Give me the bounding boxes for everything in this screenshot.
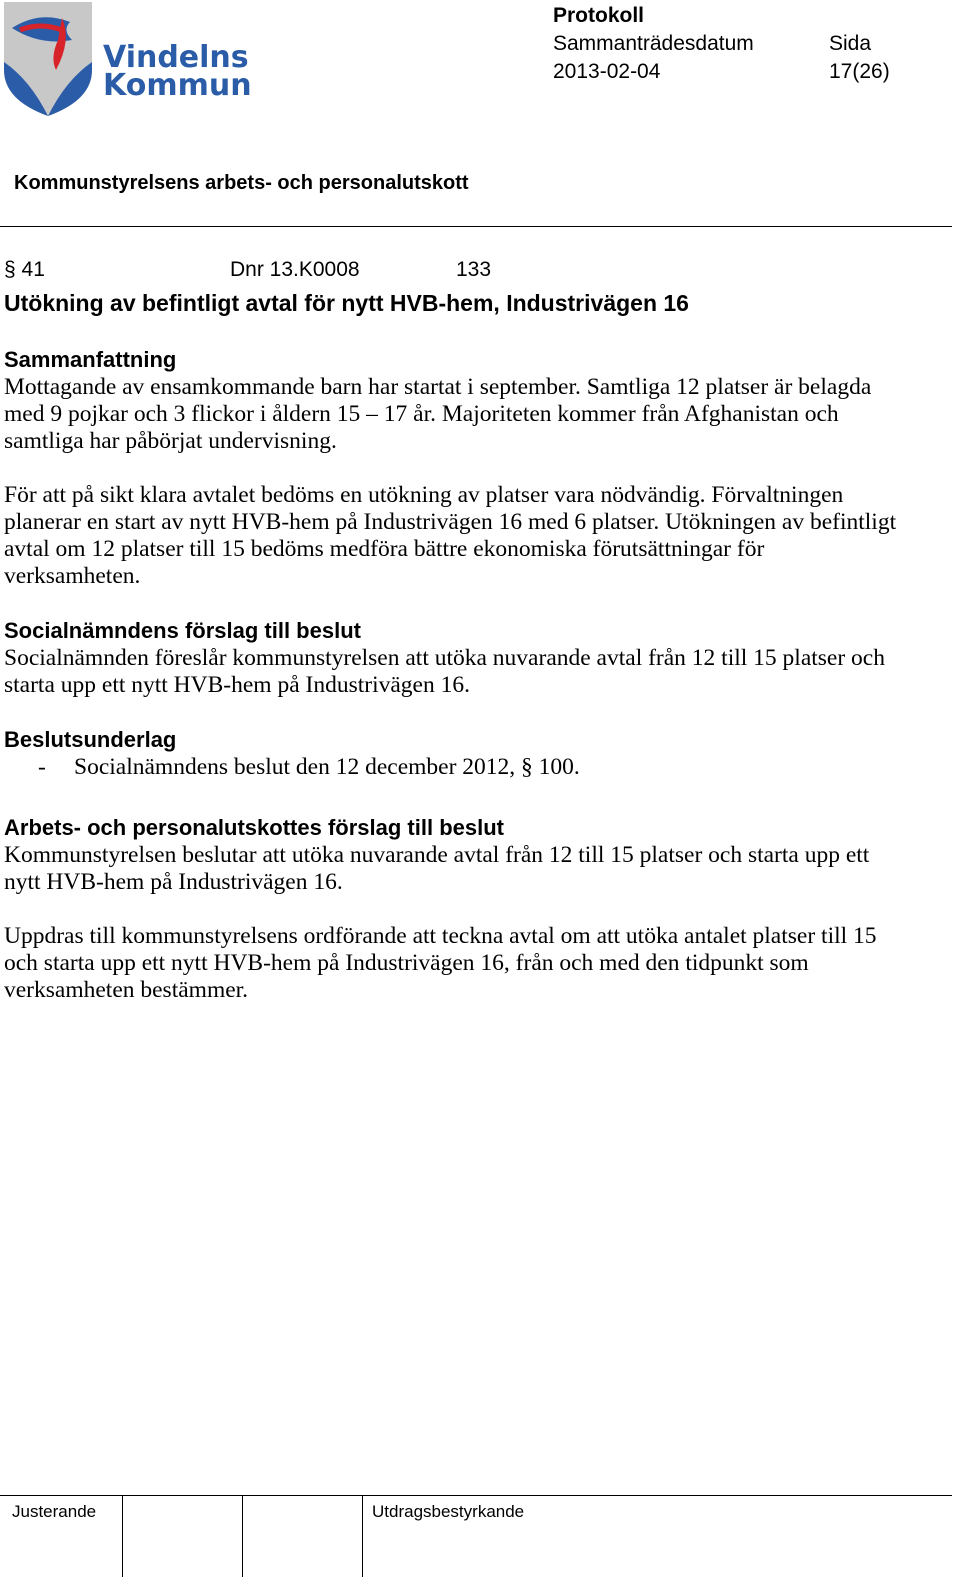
decision-basis-heading: Beslutsunderlag	[4, 727, 177, 752]
coat-of-arms-icon	[0, 0, 100, 120]
social-proposal-heading: Socialnämndens förslag till beslut	[4, 618, 361, 643]
page-label: Sida	[829, 32, 872, 55]
committee-proposal-paragraph-2: Uppdras till kommunstyrelsens ordförande att teckna avtal om att utöka antalet platser till 15 och starta upp ett nytt HVB-hem på Industrivägen 16, från och med den tidpunkt som verksamheten bestämmer.	[4, 923, 877, 1003]
municipality-logo	[0, 0, 250, 120]
logo-name-line1: Vindelns	[103, 40, 249, 75]
header-divider	[0, 226, 952, 227]
decision-basis-text: Socialnämndens beslut den 12 december 2012, § 100.	[74, 754, 580, 780]
signature-footer	[0, 1495, 952, 1577]
document-body	[4, 258, 904, 1031]
justerande-label: Justerande	[12, 1502, 97, 1521]
committee-name: Kommunstyrelsens arbets- och personalutskott	[14, 172, 469, 194]
social-proposal-text: Socialnämnden föreslår kommunstyrelsen att utöka nuvarande avtal från 12 till 15 platser och starta upp ett nytt HVB-hem på Industrivägen 16.	[4, 645, 885, 698]
case-title: Utökning av befintligt avtal för nytt HVB-hem, Industrivägen 16	[4, 290, 689, 316]
list-dash: -	[38, 754, 46, 780]
utdragsbestyrkande-label: Utdragsbestyrkande	[372, 1502, 525, 1521]
signature-cell-1	[0, 1496, 123, 1577]
summary-paragraph-2: För att på sikt klara avtalet bedöms en utökning av platser vara nödvändig. Förvaltningen planerar en start av nytt HVB-hem på Industrivägen 16 med 6 platser. Utökningen av befintligt avtal om 12 platser till 15 bedöms medföra bättre ekonomiska förutsättningar för verksamheten.	[4, 482, 897, 589]
signature-cell-3	[242, 1496, 363, 1577]
summary-paragraph-1: Mottagande av ensamkommande barn har startat i september. Samtliga 12 platser är belagda med 9 pojkar och 3 flickor i åldern 15 – 17 år. Majoriteten kommer från Afghanistan och samtliga har påbörjat undervisning.	[4, 374, 872, 454]
logo-name-line2: Kommun	[103, 68, 252, 103]
summary-heading: Sammanfattning	[4, 347, 177, 372]
paragraph-number: § 41	[4, 258, 45, 281]
signature-cell-4	[362, 1496, 952, 1577]
meeting-date-value: 2013-02-04	[553, 60, 661, 83]
committee-proposal-heading: Arbets- och personalutskottes förslag till beslut	[4, 815, 504, 840]
case-reference	[4, 258, 904, 288]
case-dnr: Dnr 13.K0008	[230, 258, 360, 281]
case-code: 133	[456, 258, 492, 281]
page-number: 17(26)	[829, 60, 890, 83]
decision-basis-item	[4, 754, 904, 781]
committee-proposal-paragraph-1: Kommunstyrelsen beslutar att utöka nuvarande avtal från 12 till 15 platser och starta upp ett nytt HVB-hem på Industrivägen 16.	[4, 842, 870, 895]
signature-cell-2	[122, 1496, 243, 1577]
document-type: Protokoll	[553, 4, 645, 27]
meeting-date-label: Sammanträdesdatum	[553, 32, 754, 55]
